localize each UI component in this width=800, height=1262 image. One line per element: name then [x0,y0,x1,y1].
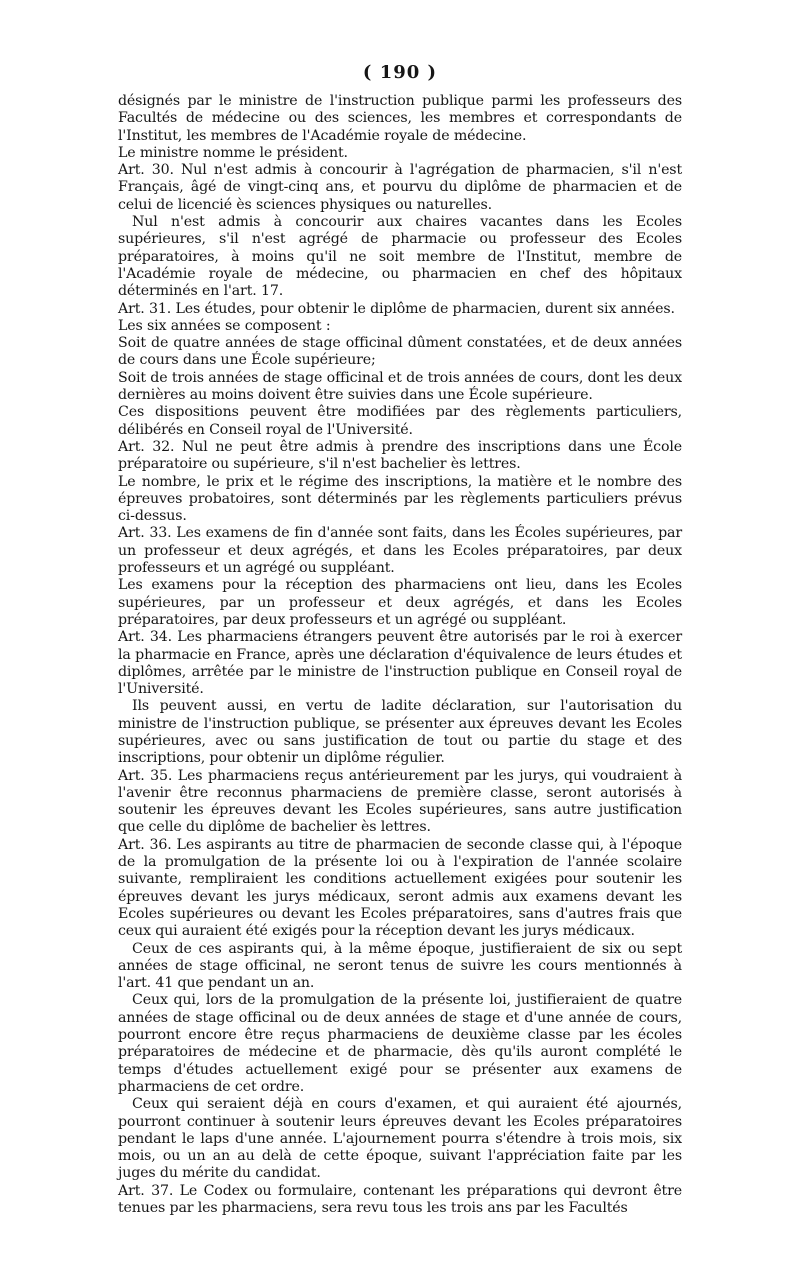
paragraph: Les examens pour la réception des pharmaciens ont lieu, dans les Ecoles supérieures, par un professeur et deux agrégés, et dans les Ecoles préparatoires, par deux professeurs et un agrégé ou suppléant. [118,577,682,628]
article-35: Art. 35. Les pharmaciens reçus antérieurement par les jurys, qui voudraient à l'avenir être reconnus pharmaciens de première classe, seront autorisés à soutenir les épreuves devant les Ecoles supérieures, sans autre justification que celle du diplôme de bachelier ès lettres. [118,767,682,836]
body-text [118,93,682,1217]
paragraph: désignés par le ministre de l'instruction publique parmi les professeurs des Facultés de médecine ou des sciences, les membres et correspondants de l'Institut, les membres de l'Académie royale de médecine. [118,93,682,144]
paragraph: Ceux de ces aspirants qui, à la même époque, justifieraient de six ou sept années de stage officinal, ne seront tenus de suivre les cours mentionnés à l'art. 41 que pendant un an. [118,940,682,992]
paragraph: Le nombre, le prix et le régime des inscriptions, la matière et le nombre des épreuves probatoires, sont déterminés par les règlements particuliers prévus ci-dessus. [118,473,682,525]
paragraph: Ceux qui seraient déjà en cours d'examen, et qui auraient été ajournés, pourront continuer à soutenir leurs épreuves devant les Ecoles préparatoires pendant le laps d'une année. L'ajournement pourra s'étendre à trois mois, six mois, ou un an au delà de cette époque, suivant l'appréciation faite par les juges du mérite du candidat. [118,1096,682,1182]
paragraph: Soit de quatre années de stage officinal dûment constatées, et de deux années de cours dans une École supérieure; [118,335,682,369]
article-32: Art. 32. Nul ne peut être admis à prendre des inscriptions dans une École préparatoire ou supérieure, s'il n'est bachelier ès lettres. [118,438,682,473]
article-30: Art. 30. Nul n'est admis à concourir à l'agrégation de pharmacien, s'il n'est Français, âgé de vingt-cinq ans, et pourvu du diplôme de pharmacien et de celui de licencié ès sciences physiques ou naturelles. [118,162,682,213]
article-31: Art. 31. Les études, pour obtenir le diplôme de pharmacien, durent six années. [118,300,675,317]
paragraph: Le ministre nomme le président. [118,144,348,161]
article-36: Art. 36. Les aspirants au titre de pharmacien de seconde classe qui, à l'époque de la promulgation de la présente loi ou à l'expiration de l'année scolaire suivante, rempliraient les conditions actuellement exigées pour soutenir les épreuves devant les jurys médicaux, seront admis aux examens devant les Ecoles supérieures ou devant les Ecoles préparatoires, sans d'autres frais que ceux qui auraient été exigés pour la réception devant les jurys médicaux. [118,836,682,940]
paragraph: Soit de trois années de stage officinal et de trois années de cours, dont les deux dernières au moins doivent être suivies dans une École supérieure. [118,369,682,404]
article-33: Art. 33. Les examens de fin d'année sont faits, dans les Écoles supérieures, par un professeur et deux agrégés, et dans les Ecoles préparatoires, par deux professeurs et un agrégé ou suppléant. [118,525,682,577]
article-34: Art. 34. Les pharmaciens étrangers peuvent être autorisés par le roi à exercer la pharmacie en France, après une déclaration d'équivalence de leurs études et diplômes, arrêtée par le ministre de l'instruction publique en Conseil royal de l'Université. [118,629,682,698]
paragraph: Ils peuvent aussi, en vertu de ladite déclaration, sur l'autorisation du ministre de l'instruction publique, se présenter aux épreuves devant les Ecoles supérieures, avec ou sans justification de tout ou partie du stage et des inscriptions, pour obtenir un diplôme régulier. [118,698,682,767]
paragraph: Ceux qui, lors de la promulgation de la présente loi, justifieraient de quatre années de stage officinal ou de deux années de stage et d'une année de cours, pourront encore être reçus pharmaciens de deuxième classe par les écoles préparatoires de médecine et de pharmacie, dès qu'ils auront complété le temps d'études actuellement exigé pour se présenter aux examens de pharmaciens de cet ordre. [118,992,682,1095]
paragraph: Les six années se composent : [118,317,331,334]
page-number: ( 190 ) [362,62,438,83]
article-37: Art. 37. Le Codex ou formulaire, contenant les préparations qui devront être tenues par les pharmaciens, sera revu tous les trois ans par les Facultés [118,1182,682,1216]
paragraph: Nul n'est admis à concourir aux chaires vacantes dans les Ecoles supérieures, s'il n'est agrégé de pharmacie ou professeur des Ecoles préparatoires, à moins qu'il ne soit membre de l'Institut, membre de l'Académie royale de médecine, ou pharmacien en chef des hôpitaux déterminés en l'art. 17. [118,214,682,300]
paragraph: Ces dispositions peuvent être modifiées par des règlements particuliers, délibérés en Conseil royal de l'Université. [118,404,682,438]
